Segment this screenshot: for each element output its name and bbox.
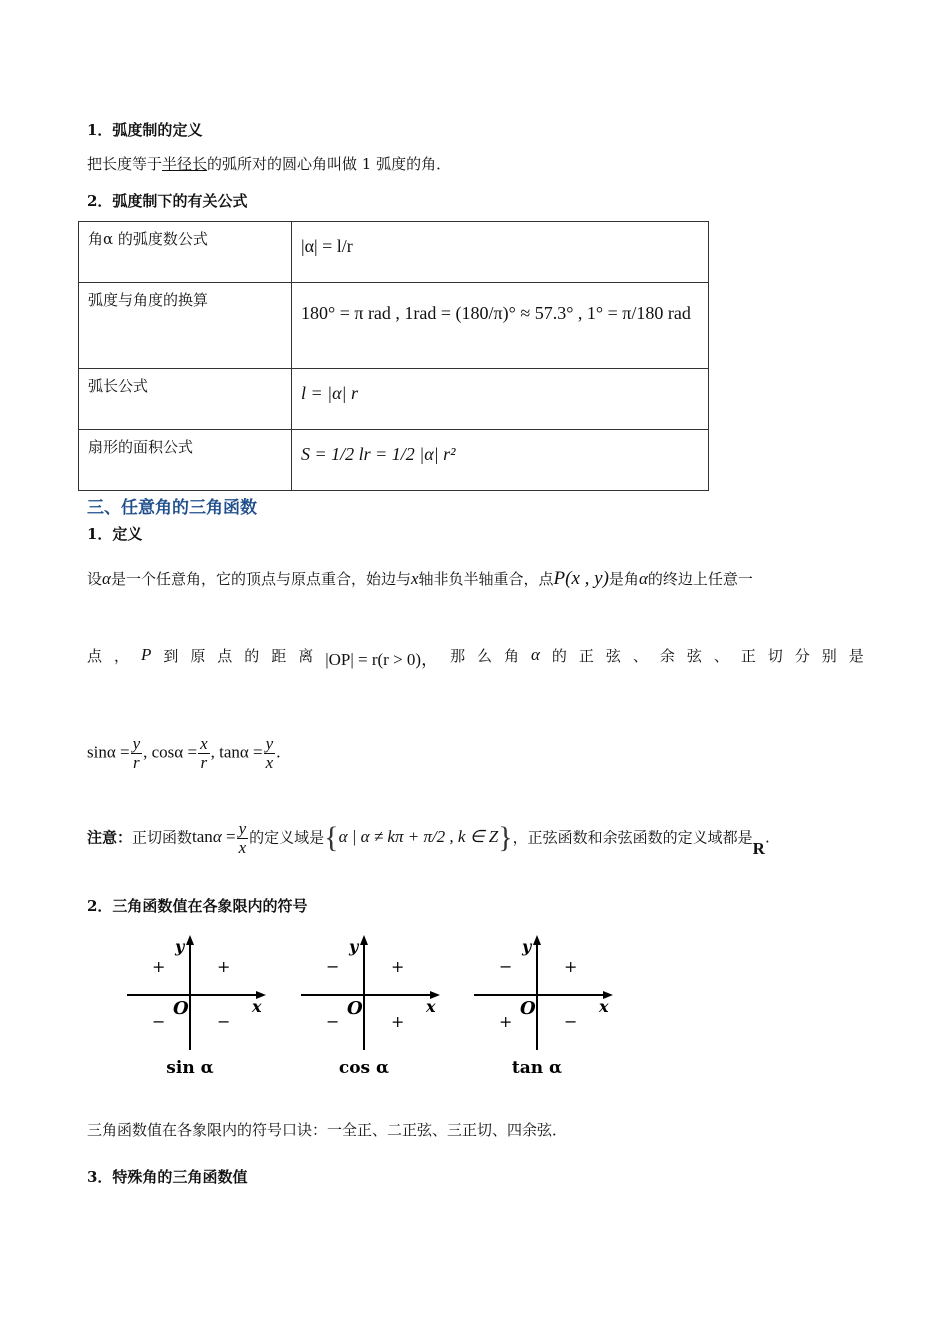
quadrant-1-sign: + [391, 957, 405, 976]
sin-label: sinα [87, 742, 116, 762]
text: 正切函数 [132, 828, 193, 847]
text: 把长度等于 [87, 155, 163, 173]
x-axis-label: x [599, 997, 609, 1016]
text: P [140, 645, 152, 664]
text: 正 [740, 647, 756, 665]
x-axis-label: x [426, 997, 436, 1016]
text: 那 [450, 647, 466, 665]
origin-label: O [173, 998, 189, 1019]
quadrant-4-sign: − [564, 1012, 578, 1031]
text: 、 [632, 647, 648, 665]
text: 余 [659, 647, 675, 665]
quadrant-2-sign: − [499, 957, 513, 976]
text: |OP| = r(r > 0)， [325, 650, 439, 669]
row-formula [292, 222, 709, 283]
text: 是 [848, 647, 864, 665]
y-axis-label: y [175, 937, 185, 956]
text: 别 [821, 647, 837, 665]
function-label: tan α [511, 1058, 563, 1078]
row-formula [292, 430, 709, 491]
function-label: sin α [166, 1058, 214, 1078]
quadrant-3-sign: − [152, 1012, 166, 1031]
formula-text: 180° = π rad , 1rad = (180/π)° ≈ 57.3° , 1° = π/180 rad [301, 303, 691, 323]
table-row [79, 283, 709, 369]
quadrant-diagram [301, 935, 440, 1078]
formula-text: S = 1/2 lr = 1/2 |α| r² [301, 444, 456, 464]
table-row [79, 430, 709, 491]
row-formula [292, 369, 709, 430]
mnemonic: 三角函数值在各象限内的符号口诀：一全正、二正弦、三正切、四余弦． [87, 1121, 568, 1139]
section-title: 三、任意角的三角函数 [87, 498, 257, 518]
text: 角 [504, 647, 520, 665]
text: 的终边上任意一 [647, 570, 753, 588]
quadrant-4-sign: − [217, 1012, 231, 1031]
text: 的 [551, 647, 567, 665]
row-label: 弧度与角度的换算 [79, 283, 292, 369]
y-axis-label: y [522, 937, 532, 956]
text: 弦 [686, 647, 702, 665]
text: 轴非负半轴重合，点 [418, 570, 554, 588]
text: 分 [794, 647, 810, 665]
text: 切 [767, 647, 783, 665]
heading-radian-definition: 1．弧度制的定义 [87, 121, 203, 139]
origin-label: O [347, 998, 363, 1019]
formula-text: l = |α| r [301, 383, 358, 403]
quadrant-1-sign: + [564, 957, 578, 976]
text: 的 [244, 647, 260, 665]
text: 的弧所对的圆心角叫做 1 弧度的角． [207, 155, 452, 173]
row-label: 弧长公式 [79, 369, 292, 430]
row-label: 扇形的面积公式 [79, 430, 292, 491]
text: 是角 [608, 570, 639, 588]
num: y [132, 734, 141, 753]
text: 到 [163, 647, 179, 665]
text: 原 [190, 647, 206, 665]
real-set: R [752, 839, 765, 859]
text: ， [113, 647, 129, 665]
text: 的定义域是 [249, 828, 325, 847]
heading-radian-formulas: 2．弧度制下的有关公式 [87, 192, 248, 210]
text: α [531, 645, 540, 664]
tangent-domain-set: α | α ≠ kπ + π/2 , k ∈ Z [338, 827, 499, 847]
text: 弦 [605, 647, 621, 665]
row-formula [292, 283, 709, 369]
text: 离 [298, 647, 314, 665]
formula-table [78, 221, 709, 491]
row-label: 角α 的弧度数公式 [79, 222, 292, 283]
note-label: 注意： [87, 828, 133, 847]
tan-label: tanα [219, 742, 249, 762]
heading-special-angles: 3．特殊角的三角函数值 [87, 1168, 248, 1186]
underlined-text: 半径长 [162, 155, 208, 173]
radian-definition-text [87, 153, 451, 174]
math: P(x , y) [553, 568, 609, 589]
quadrant-1-sign: + [217, 957, 231, 976]
quadrant-2-sign: + [152, 957, 166, 976]
origin-label: O [520, 998, 536, 1019]
trig-definitions: sinα = $\frac{y}{r}$ , cosα = $\frac{x}{r}$ , tanα = $\frac{y}{x}$ . [87, 734, 281, 772]
formula-text: |α| = l/r [301, 236, 353, 256]
arrow-icon [360, 935, 368, 945]
text: 么 [477, 647, 493, 665]
table-row [79, 222, 709, 283]
definition-line-1 [87, 568, 753, 590]
num: y [265, 734, 274, 753]
text: 设 [87, 570, 103, 588]
math: α [638, 569, 648, 588]
arrow-icon [186, 935, 194, 945]
quadrant-sign-diagrams [110, 930, 650, 1085]
quadrant-diagram [127, 935, 266, 1078]
text: 点 [87, 647, 103, 665]
math: x [410, 569, 419, 588]
text: ，正弦函数和余弦函数的定义域都是 [512, 828, 753, 847]
x-axis-label: x [252, 997, 262, 1016]
function-label: cos α [338, 1058, 390, 1078]
text: 正 [578, 647, 594, 665]
math: α [102, 569, 111, 588]
text: 距 [271, 647, 287, 665]
heading-signs: 2．三角函数值在各象限内的符号 [87, 897, 308, 915]
quadrant-2-sign: − [326, 957, 340, 976]
cos-label: cosα [151, 742, 184, 762]
quadrant-diagram [474, 935, 613, 1078]
quadrant-3-sign: − [326, 1012, 340, 1031]
arrow-icon [533, 935, 541, 945]
y-axis-label: y [349, 937, 359, 956]
text: 是一个任意角，它的顶点与原点重合，始边与 [110, 570, 411, 588]
text: 、 [713, 647, 729, 665]
definition-line-2 [87, 645, 864, 670]
text: 点 [217, 647, 233, 665]
table-row [79, 369, 709, 430]
note: 注意：正切函数tanα = $\frac{y}{x}$ 的定义域是{α | α ≠ kπ + π/2 , k ∈ Z}，正弦函数和余弦函数的定义域都是R. [87, 819, 770, 859]
den: r [200, 752, 208, 772]
heading-definition: 1．定义 [87, 525, 143, 543]
den: x [265, 752, 274, 772]
den: r [133, 752, 140, 772]
num: x [200, 734, 208, 753]
quadrant-4-sign: + [391, 1012, 405, 1031]
quadrant-3-sign: + [499, 1012, 513, 1031]
